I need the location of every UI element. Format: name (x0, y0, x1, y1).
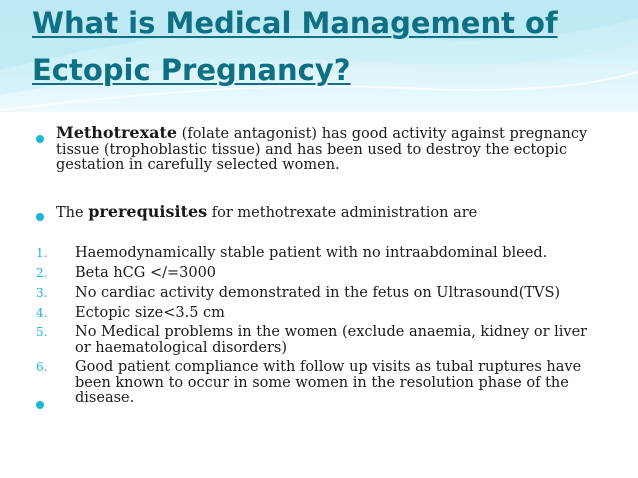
list-text: No cardiac activity demonstrated in the fetus on Ultrasound(TVS) (75, 285, 561, 301)
list-number: 6. (36, 360, 48, 374)
list-text: Good patient compliance with follow up visits as tubal ruptures have been known to occur in some women in the resolution phase of the disease. (75, 359, 582, 407)
empty-bullet-dot-icon (36, 401, 44, 409)
list-text: No Medical problems in the women (exclude anaemia, kidney or liver or haematological disorders) (75, 324, 588, 356)
list-number: 2. (36, 266, 48, 280)
bullet-prerequisites (56, 204, 601, 222)
bullet-dot-icon (36, 213, 44, 221)
bullet-dot-icon (36, 135, 44, 143)
list-text: Haemodynamically stable patient with no intraabdominal bleed. (75, 245, 548, 261)
bullet-text: (folate antagonist) has good activity against pregnancy tissue (trophoblastic tissue) and has been used to destroy the ectopic gestation in carefully selected women. (56, 126, 588, 174)
list-text: Beta hCG </=3000 (75, 265, 217, 281)
list-text: Ectopic size<3.5 cm (75, 305, 225, 321)
slide-title-line-1: What is Medical Management of (32, 6, 558, 40)
bullet-methotrexate (56, 125, 601, 174)
list-number: 3. (36, 286, 48, 300)
bullet-pre: The (56, 205, 89, 221)
list-number: 4. (36, 306, 48, 320)
list-number: 5. (36, 325, 48, 339)
slide-title-line-2: Ectopic Pregnancy? (32, 53, 351, 87)
bullet-strong: prerequisites (88, 202, 208, 221)
bullet-text: for methotrexate administration are (207, 205, 478, 221)
list-number: 1. (36, 246, 48, 260)
bullet-strong: Methotrexate (56, 123, 178, 142)
